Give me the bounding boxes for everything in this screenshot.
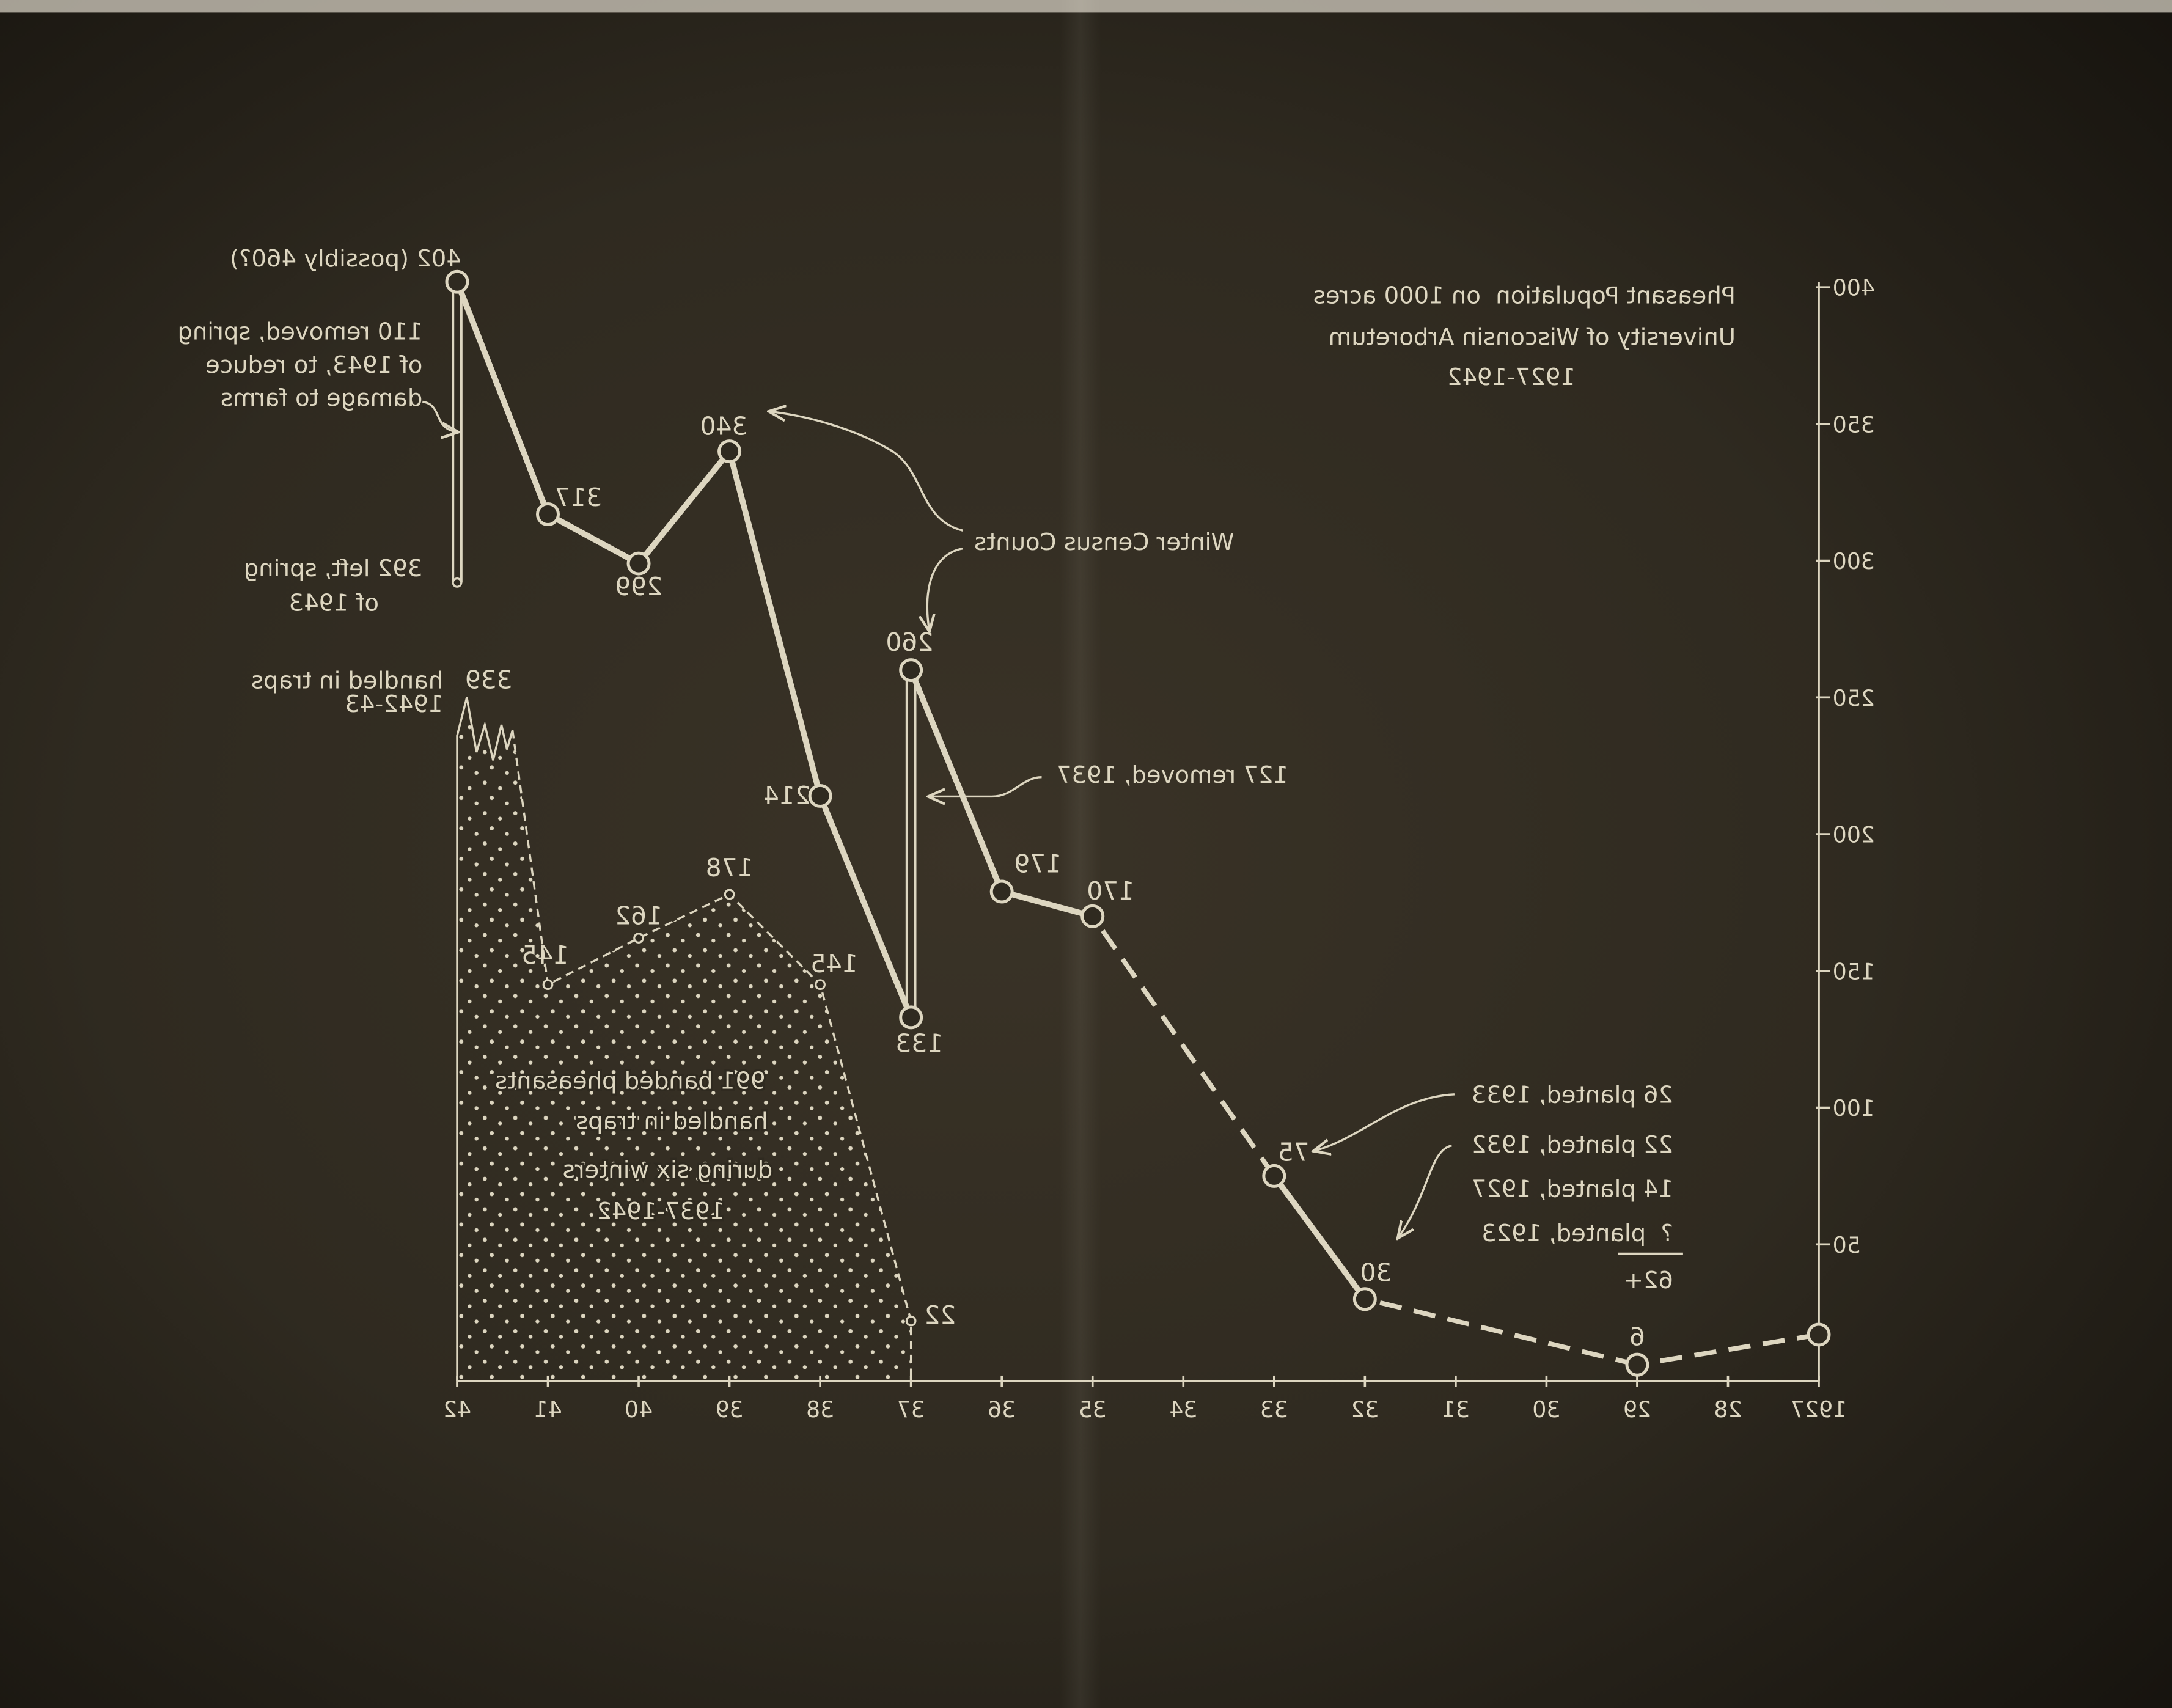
census-point [1082, 906, 1103, 926]
census-point [1264, 1165, 1285, 1186]
removed-1943-line-3: damage to farms [220, 384, 423, 412]
planted-total-label: 62+ [1623, 1267, 1674, 1295]
census-point-label: 260 [886, 627, 934, 657]
census-point [719, 441, 740, 462]
y-tick-label: 300 [1832, 548, 1875, 575]
x-tick-label: 39 [715, 1396, 744, 1423]
x-tick-label: 40 [624, 1396, 653, 1423]
trap-point-label: 145 [521, 940, 569, 970]
winter-census-label: Winter Census Counts [974, 528, 1235, 556]
census-point [453, 579, 461, 587]
left-1943-line-2: of 1943 [288, 589, 379, 617]
x-tick-label: 28 [1714, 1396, 1742, 1423]
removed-1943-line-1: 110 removed, spring [177, 318, 423, 346]
census-point-label: 133 [895, 1028, 944, 1058]
banded-line-4: 1937-1942 [596, 1197, 725, 1225]
paper-fold-line [1060, 0, 1101, 1708]
x-tick-label: 37 [897, 1396, 925, 1423]
x-tick-label: 29 [1623, 1396, 1652, 1423]
trap-point [906, 1316, 915, 1325]
banded-line-1: 991 banded pheasants [495, 1067, 766, 1095]
trap-point-label: 22 [924, 1300, 956, 1330]
removed-1937-label: 127 removed, 1937 [1056, 761, 1288, 789]
banded-line-3: during six winters [562, 1156, 773, 1184]
x-tick-label: 35 [1078, 1396, 1107, 1423]
trap-point-label: 145 [810, 948, 858, 978]
traps-1942-label: handled in traps [251, 667, 444, 695]
planted-1927-label: 14 planted, 1927 [1471, 1175, 1674, 1203]
census-point [1627, 1354, 1648, 1375]
trap-point-label: 339 [464, 665, 513, 695]
chart-title: Pheasant Population on 1000 acres [1313, 282, 1736, 310]
trap-point [725, 890, 734, 899]
census-point-label: 402 (possibly 460?) [229, 245, 461, 273]
x-tick-label: 42 [442, 1396, 472, 1423]
trap-point-label: 178 [705, 853, 754, 883]
trap-point [543, 980, 552, 989]
y-tick-label: 50 [1832, 1231, 1861, 1258]
x-tick-label: 36 [988, 1396, 1016, 1423]
y-tick-label: 150 [1832, 958, 1875, 985]
x-tick-label: 32 [1351, 1396, 1379, 1423]
census-point [810, 785, 831, 806]
census-point [1354, 1289, 1375, 1310]
y-tick-label: 250 [1832, 684, 1875, 711]
y-tick-label: 200 [1832, 821, 1875, 848]
y-tick-label: 400 [1832, 274, 1875, 301]
census-point-label: 179 [1014, 849, 1062, 879]
planted-1932-label: 22 planted, 1932 [1471, 1131, 1674, 1159]
planted-1923-label: ? planted, 1923 [1481, 1220, 1674, 1248]
x-tick-label: 41 [534, 1396, 562, 1423]
trap-point-label: 162 [615, 901, 662, 931]
y-tick-label: 100 [1832, 1095, 1875, 1122]
y-tick-label: 350 [1832, 411, 1875, 438]
census-point [901, 660, 922, 681]
census-point [1808, 1324, 1829, 1345]
census-point-label: 340 [700, 411, 748, 441]
census-point-label: 170 [1087, 876, 1135, 906]
census-point [901, 1007, 922, 1028]
x-tick-label: 1927 [1790, 1396, 1847, 1423]
removed-1943-line-2: of 1943, to reduce [205, 351, 423, 379]
x-tick-label: 31 [1441, 1396, 1470, 1423]
census-point-label: 6 [1629, 1322, 1645, 1352]
x-tick-label: 30 [1532, 1396, 1561, 1423]
census-point [991, 881, 1012, 902]
census-point [628, 553, 649, 574]
census-point [447, 271, 468, 292]
planted-1933-label: 26 planted, 1933 [1471, 1081, 1674, 1109]
census-point-label: 299 [615, 572, 662, 602]
chart-subtitle: University of Wisconsin Arboretum [1328, 323, 1736, 351]
banded-line-2: handled in traps [576, 1107, 768, 1135]
census-point-label: 317 [554, 482, 603, 512]
census-point-label: 214 [763, 781, 811, 811]
census-point-label: 75 [1277, 1137, 1310, 1167]
x-tick-label: 33 [1260, 1396, 1288, 1423]
x-tick-label: 34 [1169, 1396, 1198, 1423]
census-point-label: 30 [1360, 1258, 1392, 1288]
traps-1942-period: 1942-43 [345, 691, 444, 719]
chart-date-range: 1927-1942 [1447, 364, 1576, 392]
trap-point [634, 934, 644, 943]
trap-point [816, 980, 825, 989]
left-1943-line-1: 392 left, spring [243, 554, 423, 583]
x-tick-label: 38 [806, 1396, 835, 1423]
